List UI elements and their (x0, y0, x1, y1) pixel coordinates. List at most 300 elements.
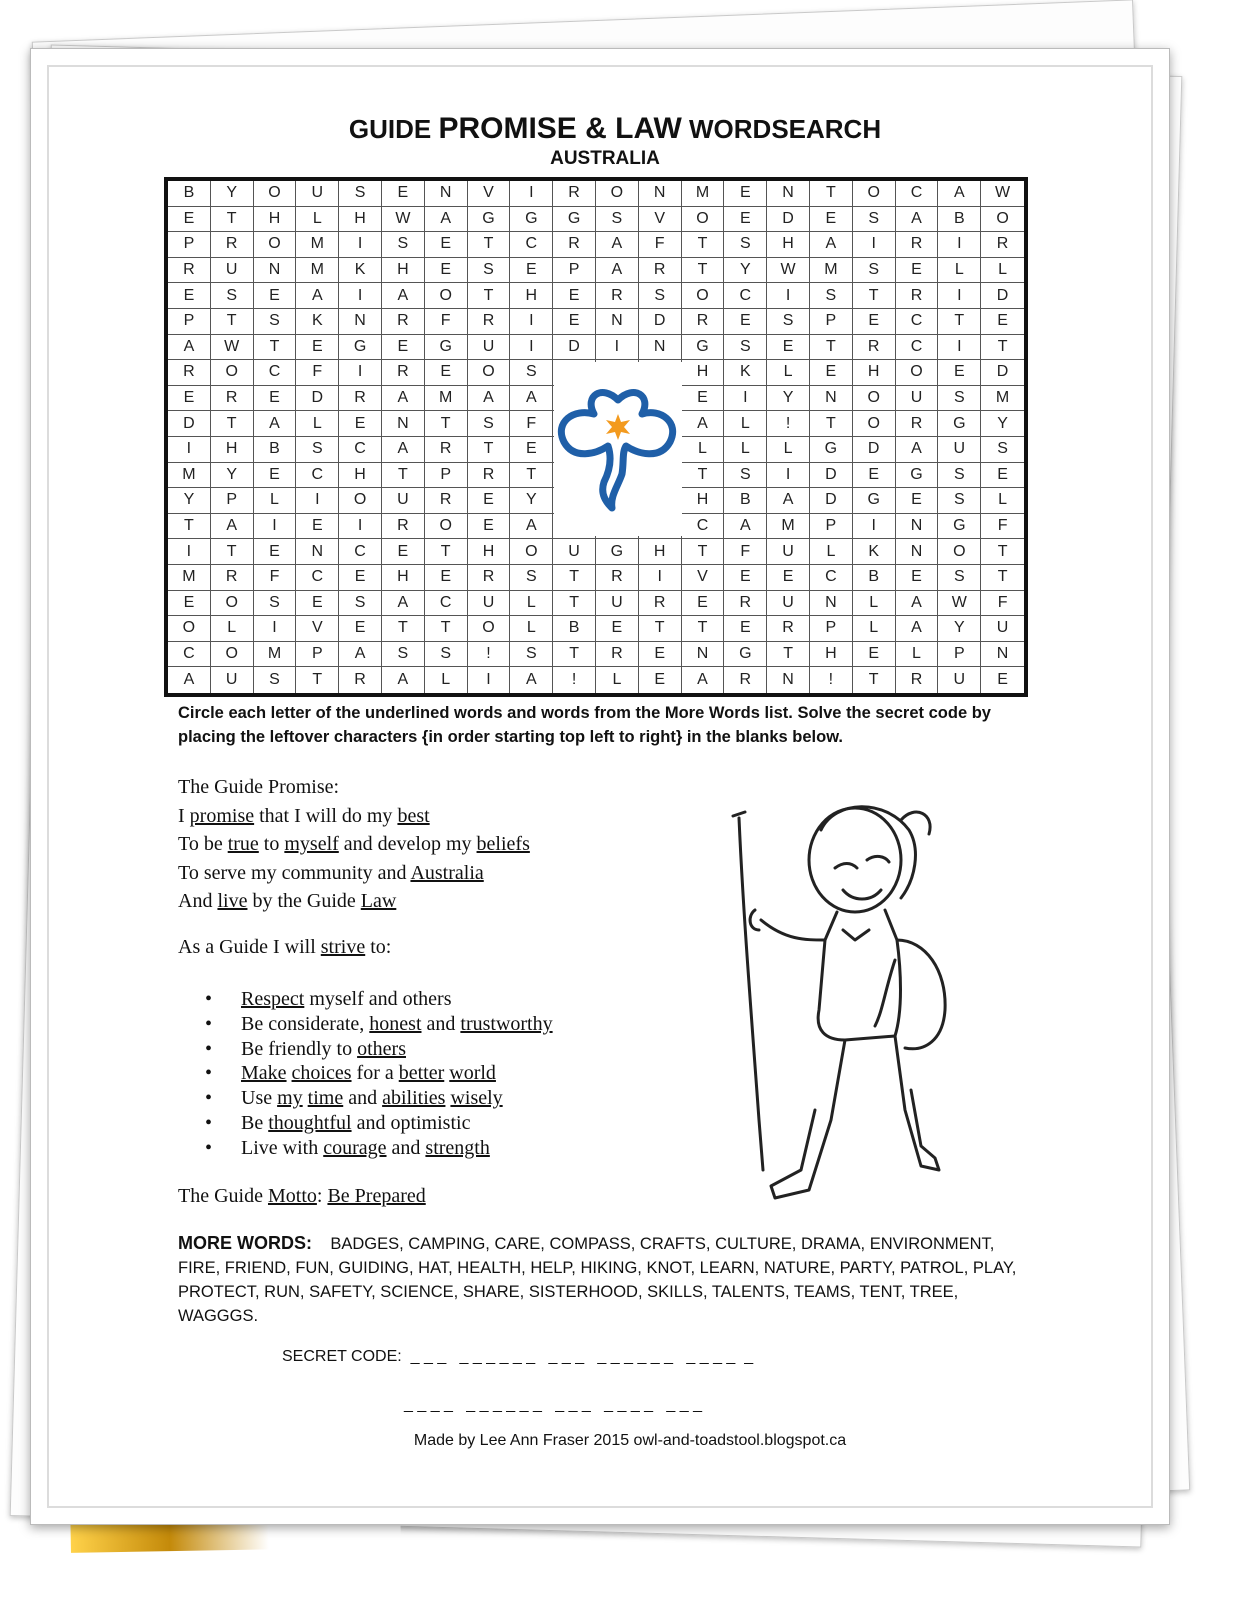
grid-cell[interactable]: I (938, 283, 981, 309)
grid-cell[interactable]: M (168, 565, 211, 591)
grid-cell[interactable]: R (724, 591, 767, 617)
grid-cell[interactable]: L (767, 360, 810, 386)
grid-cell[interactable]: I (510, 335, 553, 361)
grid-cell[interactable]: E (724, 565, 767, 591)
grid-cell[interactable]: L (724, 411, 767, 437)
grid-cell[interactable]: L (896, 642, 939, 668)
grid-cell[interactable]: O (211, 360, 254, 386)
grid-cell[interactable]: I (767, 463, 810, 489)
grid-cell[interactable]: H (254, 207, 297, 233)
grid-cell[interactable]: I (639, 565, 682, 591)
grid-cell[interactable]: G (896, 463, 939, 489)
grid-cell[interactable]: A (382, 283, 425, 309)
grid-cell[interactable]: E (382, 181, 425, 207)
grid-cell[interactable]: E (981, 463, 1024, 489)
grid-cell[interactable]: P (810, 309, 853, 335)
grid-cell[interactable]: E (339, 616, 382, 642)
grid-cell[interactable]: E (981, 309, 1024, 335)
grid-cell[interactable]: E (810, 360, 853, 386)
grid-cell[interactable]: T (682, 232, 725, 258)
grid-cell[interactable]: T (468, 232, 511, 258)
grid-cell[interactable]: R (468, 565, 511, 591)
grid-cell[interactable]: E (639, 667, 682, 693)
grid-cell[interactable]: I (510, 181, 553, 207)
grid-cell[interactable]: E (896, 258, 939, 284)
grid-cell[interactable]: R (382, 360, 425, 386)
grid-cell[interactable]: L (981, 488, 1024, 514)
grid-cell[interactable]: D (981, 283, 1024, 309)
grid-cell[interactable]: O (468, 360, 511, 386)
grid-cell[interactable]: S (596, 207, 639, 233)
grid-cell[interactable]: T (682, 616, 725, 642)
grid-cell[interactable]: E (168, 591, 211, 617)
grid-cell[interactable]: T (639, 616, 682, 642)
grid-cell[interactable]: T (853, 667, 896, 693)
grid-cell[interactable]: S (254, 309, 297, 335)
grid-cell[interactable]: G (682, 335, 725, 361)
grid-cell[interactable]: U (938, 667, 981, 693)
grid-cell[interactable]: L (682, 437, 725, 463)
grid-cell[interactable]: I (468, 667, 511, 693)
grid-cell[interactable]: S (339, 591, 382, 617)
grid-cell[interactable]: L (296, 207, 339, 233)
grid-cell[interactable]: G (724, 642, 767, 668)
grid-cell[interactable]: R (425, 488, 468, 514)
grid-cell[interactable]: E (468, 514, 511, 540)
grid-cell[interactable]: R (682, 309, 725, 335)
grid-cell[interactable]: W (938, 591, 981, 617)
grid-cell[interactable]: L (296, 411, 339, 437)
grid-cell[interactable]: M (767, 514, 810, 540)
grid-cell[interactable]: S (254, 667, 297, 693)
grid-cell[interactable]: S (510, 642, 553, 668)
grid-cell[interactable]: D (296, 386, 339, 412)
grid-cell[interactable]: U (981, 616, 1024, 642)
grid-cell[interactable]: I (168, 437, 211, 463)
grid-cell[interactable]: S (639, 283, 682, 309)
grid-cell[interactable]: M (296, 258, 339, 284)
grid-cell[interactable]: L (510, 591, 553, 617)
grid-cell[interactable]: I (510, 309, 553, 335)
grid-cell[interactable]: G (510, 207, 553, 233)
grid-cell[interactable]: R (639, 258, 682, 284)
grid-cell[interactable]: S (510, 565, 553, 591)
grid-cell[interactable]: T (553, 565, 596, 591)
grid-cell[interactable]: B (938, 207, 981, 233)
grid-cell[interactable]: L (767, 437, 810, 463)
grid-cell[interactable]: P (168, 232, 211, 258)
grid-cell[interactable]: H (682, 488, 725, 514)
grid-cell[interactable]: U (596, 591, 639, 617)
grid-cell[interactable]: S (981, 437, 1024, 463)
grid-cell[interactable]: A (425, 207, 468, 233)
grid-cell[interactable]: E (254, 283, 297, 309)
grid-cell[interactable]: D (810, 488, 853, 514)
grid-cell[interactable]: A (382, 437, 425, 463)
grid-cell[interactable]: R (724, 667, 767, 693)
grid-cell[interactable]: F (639, 232, 682, 258)
grid-cell[interactable]: E (767, 565, 810, 591)
grid-cell[interactable]: U (468, 335, 511, 361)
grid-cell[interactable]: P (810, 514, 853, 540)
grid-cell[interactable]: H (767, 232, 810, 258)
grid-cell[interactable]: T (682, 463, 725, 489)
grid-cell[interactable]: E (553, 283, 596, 309)
grid-cell[interactable]: C (168, 642, 211, 668)
grid-cell[interactable]: C (296, 463, 339, 489)
grid-cell[interactable]: M (168, 463, 211, 489)
grid-cell[interactable]: E (639, 642, 682, 668)
grid-cell[interactable]: E (510, 258, 553, 284)
grid-cell[interactable]: E (254, 386, 297, 412)
grid-cell[interactable]: G (425, 335, 468, 361)
grid-cell[interactable]: T (810, 411, 853, 437)
grid-cell[interactable]: I (168, 539, 211, 565)
grid-cell[interactable]: C (896, 181, 939, 207)
grid-cell[interactable]: G (553, 207, 596, 233)
grid-cell[interactable]: R (468, 309, 511, 335)
grid-cell[interactable]: O (896, 360, 939, 386)
grid-cell[interactable]: R (425, 437, 468, 463)
grid-cell[interactable]: ! (468, 642, 511, 668)
grid-cell[interactable]: Y (168, 488, 211, 514)
grid-cell[interactable]: R (211, 232, 254, 258)
grid-cell[interactable]: O (981, 207, 1024, 233)
grid-cell[interactable]: N (596, 309, 639, 335)
grid-cell[interactable]: U (938, 437, 981, 463)
grid-cell[interactable]: E (938, 360, 981, 386)
grid-cell[interactable]: H (682, 360, 725, 386)
grid-cell[interactable]: F (981, 591, 1024, 617)
grid-cell[interactable]: A (896, 437, 939, 463)
grid-cell[interactable]: T (468, 283, 511, 309)
grid-cell[interactable]: W (211, 335, 254, 361)
grid-cell[interactable]: C (510, 232, 553, 258)
grid-cell[interactable]: V (682, 565, 725, 591)
grid-cell[interactable]: O (211, 591, 254, 617)
grid-cell[interactable]: I (938, 232, 981, 258)
grid-cell[interactable]: S (211, 283, 254, 309)
grid-cell[interactable]: I (339, 283, 382, 309)
grid-cell[interactable]: ! (553, 667, 596, 693)
grid-cell[interactable]: C (425, 591, 468, 617)
grid-cell[interactable]: O (339, 488, 382, 514)
grid-cell[interactable]: U (767, 539, 810, 565)
grid-cell[interactable]: S (339, 181, 382, 207)
grid-cell[interactable]: E (339, 565, 382, 591)
grid-cell[interactable]: Y (981, 411, 1024, 437)
grid-cell[interactable]: S (382, 232, 425, 258)
grid-cell[interactable]: E (168, 386, 211, 412)
grid-cell[interactable]: R (981, 232, 1024, 258)
grid-cell[interactable]: T (853, 283, 896, 309)
grid-cell[interactable]: S (938, 488, 981, 514)
grid-cell[interactable]: E (682, 386, 725, 412)
grid-cell[interactable]: D (810, 463, 853, 489)
grid-cell[interactable]: T (553, 642, 596, 668)
grid-cell[interactable]: K (296, 309, 339, 335)
grid-cell[interactable]: T (468, 437, 511, 463)
grid-cell[interactable]: S (254, 591, 297, 617)
grid-cell[interactable]: A (896, 616, 939, 642)
grid-cell[interactable]: E (596, 616, 639, 642)
grid-cell[interactable]: N (296, 539, 339, 565)
grid-cell[interactable]: A (767, 488, 810, 514)
grid-cell[interactable]: F (254, 565, 297, 591)
grid-cell[interactable]: L (254, 488, 297, 514)
grid-cell[interactable]: R (339, 667, 382, 693)
grid-cell[interactable]: S (853, 207, 896, 233)
grid-cell[interactable]: A (510, 667, 553, 693)
grid-cell[interactable]: T (211, 309, 254, 335)
grid-cell[interactable]: A (682, 411, 725, 437)
grid-cell[interactable]: A (382, 591, 425, 617)
grid-cell[interactable]: P (168, 309, 211, 335)
grid-cell[interactable]: K (339, 258, 382, 284)
grid-cell[interactable]: F (981, 514, 1024, 540)
grid-cell[interactable]: T (553, 591, 596, 617)
grid-cell[interactable]: C (339, 437, 382, 463)
grid-cell[interactable]: D (853, 437, 896, 463)
grid-cell[interactable]: C (296, 565, 339, 591)
grid-cell[interactable]: U (296, 181, 339, 207)
grid-cell[interactable]: H (810, 642, 853, 668)
grid-cell[interactable]: C (682, 514, 725, 540)
grid-cell[interactable]: S (810, 283, 853, 309)
grid-cell[interactable]: U (896, 386, 939, 412)
grid-cell[interactable]: C (339, 539, 382, 565)
grid-cell[interactable]: T (382, 616, 425, 642)
grid-cell[interactable]: F (724, 539, 767, 565)
grid-cell[interactable]: E (468, 488, 511, 514)
grid-cell[interactable]: Y (938, 616, 981, 642)
grid-cell[interactable]: A (211, 514, 254, 540)
grid-cell[interactable]: H (382, 565, 425, 591)
grid-cell[interactable]: H (339, 207, 382, 233)
grid-cell[interactable]: O (211, 642, 254, 668)
grid-cell[interactable]: T (254, 335, 297, 361)
grid-cell[interactable]: M (254, 642, 297, 668)
grid-cell[interactable]: V (639, 207, 682, 233)
grid-cell[interactable]: T (810, 181, 853, 207)
grid-cell[interactable]: L (853, 591, 896, 617)
grid-cell[interactable]: N (981, 642, 1024, 668)
grid-cell[interactable]: R (896, 667, 939, 693)
grid-cell[interactable]: T (938, 309, 981, 335)
grid-cell[interactable]: L (425, 667, 468, 693)
grid-cell[interactable]: R (211, 386, 254, 412)
grid-cell[interactable]: E (853, 463, 896, 489)
grid-cell[interactable]: R (853, 335, 896, 361)
grid-cell[interactable]: G (938, 514, 981, 540)
grid-cell[interactable]: A (596, 258, 639, 284)
grid-cell[interactable]: A (296, 283, 339, 309)
grid-cell[interactable]: M (296, 232, 339, 258)
grid-cell[interactable]: I (339, 232, 382, 258)
grid-cell[interactable]: A (896, 207, 939, 233)
grid-cell[interactable]: R (896, 283, 939, 309)
grid-cell[interactable]: F (296, 360, 339, 386)
grid-cell[interactable]: F (425, 309, 468, 335)
grid-cell[interactable]: R (639, 591, 682, 617)
grid-cell[interactable]: Y (510, 488, 553, 514)
grid-cell[interactable]: N (896, 514, 939, 540)
grid-cell[interactable]: N (382, 411, 425, 437)
grid-cell[interactable]: M (425, 386, 468, 412)
grid-cell[interactable]: N (639, 181, 682, 207)
grid-cell[interactable]: I (853, 232, 896, 258)
grid-cell[interactable]: E (853, 642, 896, 668)
grid-cell[interactable]: R (896, 411, 939, 437)
grid-cell[interactable]: G (938, 411, 981, 437)
grid-cell[interactable]: E (425, 258, 468, 284)
grid-cell[interactable]: L (981, 258, 1024, 284)
grid-cell[interactable]: A (339, 642, 382, 668)
grid-cell[interactable]: H (211, 437, 254, 463)
grid-cell[interactable]: R (211, 565, 254, 591)
grid-cell[interactable]: I (339, 514, 382, 540)
grid-cell[interactable]: O (510, 539, 553, 565)
grid-cell[interactable]: U (382, 488, 425, 514)
grid-cell[interactable]: A (724, 514, 767, 540)
grid-cell[interactable]: E (425, 565, 468, 591)
grid-cell[interactable]: R (339, 386, 382, 412)
grid-cell[interactable]: S (510, 360, 553, 386)
grid-cell[interactable]: ! (767, 411, 810, 437)
grid-cell[interactable]: K (853, 539, 896, 565)
grid-cell[interactable]: I (339, 360, 382, 386)
grid-cell[interactable]: U (211, 258, 254, 284)
grid-cell[interactable]: U (468, 591, 511, 617)
grid-cell[interactable]: I (296, 488, 339, 514)
grid-cell[interactable]: R (596, 642, 639, 668)
grid-cell[interactable]: N (767, 181, 810, 207)
grid-cell[interactable]: O (853, 386, 896, 412)
grid-cell[interactable]: P (810, 616, 853, 642)
grid-cell[interactable]: B (853, 565, 896, 591)
grid-cell[interactable]: S (724, 335, 767, 361)
grid-cell[interactable]: E (896, 488, 939, 514)
grid-cell[interactable]: E (382, 335, 425, 361)
grid-cell[interactable]: A (382, 386, 425, 412)
grid-cell[interactable]: T (382, 463, 425, 489)
grid-cell[interactable]: L (510, 616, 553, 642)
grid-cell[interactable]: T (296, 667, 339, 693)
grid-cell[interactable]: O (853, 181, 896, 207)
grid-cell[interactable]: S (767, 309, 810, 335)
grid-cell[interactable]: O (682, 283, 725, 309)
grid-cell[interactable]: L (596, 667, 639, 693)
grid-cell[interactable]: D (981, 360, 1024, 386)
grid-cell[interactable]: E (510, 437, 553, 463)
grid-cell[interactable]: D (168, 411, 211, 437)
grid-cell[interactable]: E (553, 309, 596, 335)
grid-cell[interactable]: D (553, 335, 596, 361)
grid-cell[interactable]: S (938, 386, 981, 412)
grid-cell[interactable]: R (468, 463, 511, 489)
grid-cell[interactable]: E (767, 335, 810, 361)
grid-cell[interactable]: A (810, 232, 853, 258)
grid-cell[interactable]: N (425, 181, 468, 207)
grid-cell[interactable]: B (168, 181, 211, 207)
grid-cell[interactable]: I (724, 386, 767, 412)
grid-cell[interactable]: T (211, 539, 254, 565)
grid-cell[interactable]: N (682, 642, 725, 668)
grid-cell[interactable]: U (553, 539, 596, 565)
grid-cell[interactable]: S (468, 258, 511, 284)
grid-cell[interactable]: U (211, 667, 254, 693)
grid-cell[interactable]: I (596, 335, 639, 361)
grid-cell[interactable]: N (339, 309, 382, 335)
grid-cell[interactable]: E (339, 411, 382, 437)
grid-cell[interactable]: E (425, 360, 468, 386)
grid-cell[interactable]: L (938, 258, 981, 284)
grid-cell[interactable]: S (853, 258, 896, 284)
grid-cell[interactable]: N (810, 386, 853, 412)
grid-cell[interactable]: Y (767, 386, 810, 412)
grid-cell[interactable]: W (767, 258, 810, 284)
grid-cell[interactable]: I (767, 283, 810, 309)
grid-cell[interactable]: L (211, 616, 254, 642)
grid-cell[interactable]: R (168, 258, 211, 284)
grid-cell[interactable]: T (425, 616, 468, 642)
grid-cell[interactable]: V (468, 181, 511, 207)
grid-cell[interactable]: O (682, 207, 725, 233)
grid-cell[interactable]: S (468, 411, 511, 437)
grid-cell[interactable]: C (724, 283, 767, 309)
grid-cell[interactable]: R (382, 514, 425, 540)
grid-cell[interactable]: E (724, 207, 767, 233)
grid-cell[interactable]: C (896, 309, 939, 335)
grid-cell[interactable]: R (382, 309, 425, 335)
grid-cell[interactable]: R (767, 616, 810, 642)
grid-cell[interactable]: O (596, 181, 639, 207)
grid-cell[interactable]: H (382, 258, 425, 284)
grid-cell[interactable]: B (254, 437, 297, 463)
grid-cell[interactable]: G (596, 539, 639, 565)
grid-cell[interactable]: E (382, 539, 425, 565)
grid-cell[interactable]: A (938, 181, 981, 207)
grid-cell[interactable]: A (510, 386, 553, 412)
grid-cell[interactable]: E (296, 335, 339, 361)
grid-cell[interactable]: I (938, 335, 981, 361)
grid-cell[interactable]: R (168, 360, 211, 386)
grid-cell[interactable]: E (810, 207, 853, 233)
grid-cell[interactable]: ! (810, 667, 853, 693)
grid-cell[interactable]: O (425, 514, 468, 540)
grid-cell[interactable]: E (296, 514, 339, 540)
grid-cell[interactable]: T (810, 335, 853, 361)
grid-cell[interactable]: N (896, 539, 939, 565)
grid-cell[interactable]: Y (724, 258, 767, 284)
grid-cell[interactable]: A (896, 591, 939, 617)
grid-cell[interactable]: U (767, 591, 810, 617)
grid-cell[interactable]: H (468, 539, 511, 565)
grid-cell[interactable]: A (168, 335, 211, 361)
grid-cell[interactable]: N (767, 667, 810, 693)
grid-cell[interactable]: S (296, 437, 339, 463)
grid-cell[interactable]: S (382, 642, 425, 668)
grid-cell[interactable]: P (553, 258, 596, 284)
grid-cell[interactable]: E (682, 591, 725, 617)
grid-cell[interactable]: M (682, 181, 725, 207)
grid-cell[interactable]: E (724, 309, 767, 335)
grid-cell[interactable]: Y (211, 463, 254, 489)
grid-cell[interactable]: E (254, 463, 297, 489)
grid-cell[interactable]: L (724, 437, 767, 463)
grid-cell[interactable]: T (981, 565, 1024, 591)
grid-cell[interactable]: S (724, 232, 767, 258)
